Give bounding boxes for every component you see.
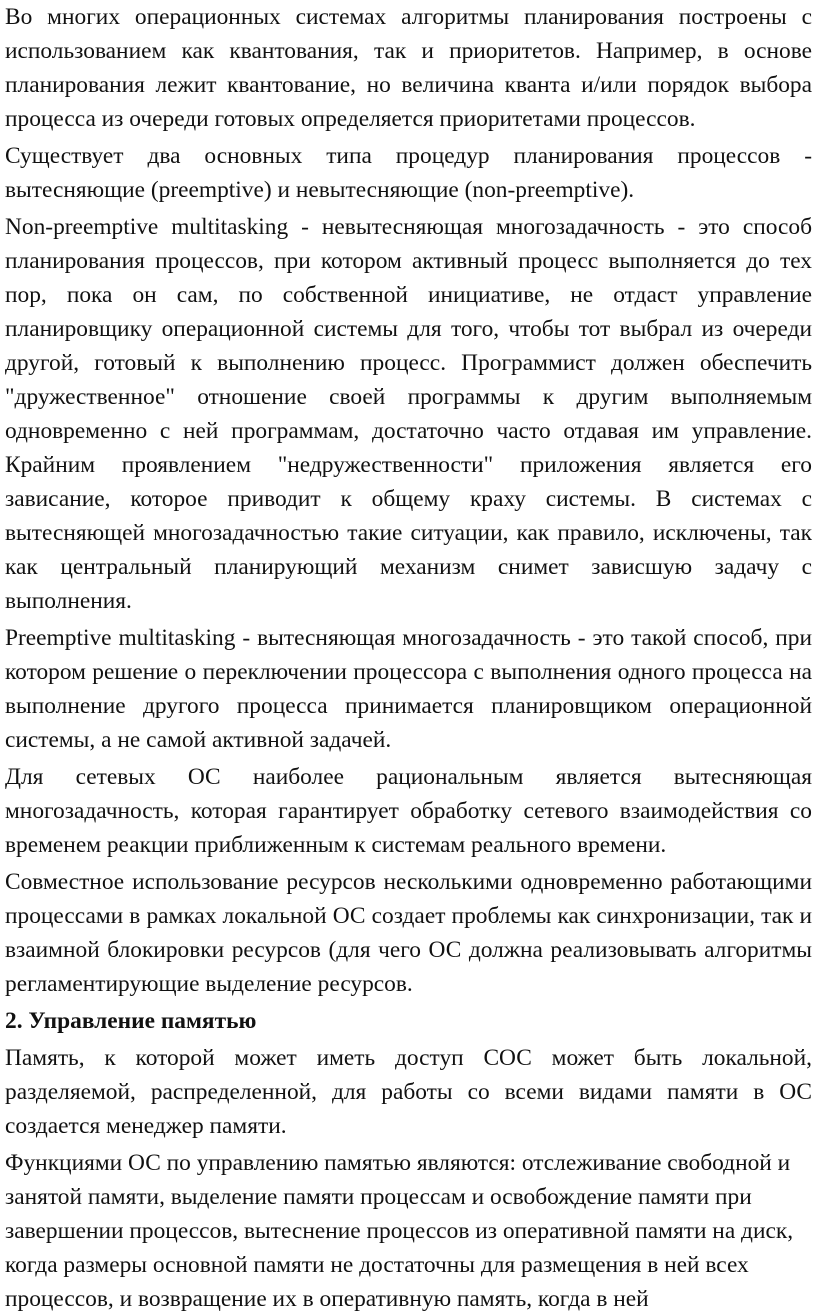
paragraph-non-preemptive: Non-preemptive multitasking - невытесняющая многозадачность - это способ планирования процессов, при котором активный процесс выполняется до тех пор, пока он сам, по собственной инициативе, не отдаст управление планировщику операционной системы для того, чтобы тот выбрал из очереди другой, готовый к выполнению процесс. Программист должен обеспечить "дружественное" отношение своей программы к другим выполняемым одновременно с ней программам, достаточно часто отдавая им управление. Крайним проявлением "недружественности" приложения является его зависание, которое приводит к общему краху системы. В системах с вытесняющей многозадачностью такие ситуации, как правило, исключены, так как центральный планирующий механизм снимет зависшую задачу с выполнения.	[5, 214, 812, 614]
paragraph-planning-intro: Во многих операционных системах алгоритмы планирования построены с использованием как квантования, так и приоритетов. Например, в основе планирования лежит квантование, но величина кванта и/или порядок выбора процесса из очереди готовых определяется приоритетами процессов.	[5, 4, 812, 132]
paragraph-shared-resources: Совместное использование ресурсов несколькими одновременно работающими процессами в рамках локальной ОС создает проблемы как синхронизации, так и взаимной блокировки ресурсов (для чего ОС должна реализовывать алгоритмы регламентирующие выделение ресурсов.	[5, 869, 812, 997]
section-heading-memory-management: 2. Управление памятью	[5, 1008, 257, 1034]
paragraph-scheduling-types: Существует два основных типа процедур планирования процессов - вытесняющие (preemptive) и невытесняющие (non-preemptive).	[5, 143, 812, 203]
paragraph-memory-types: Память, к которой может иметь доступ СОС может быть локальной, разделяемой, распределенной, для работы со всеми видами памяти в ОС создается менеджер памяти.	[5, 1045, 812, 1139]
paragraph-memory-functions: Функциями ОС по управлению памятью являются: отслеживание свободной и занятой памяти, выделение памяти процессам и освобождение памяти при завершении процессов, вытеснение процессов из оперативной памяти на диск, когда размеры основной памяти не достаточны для размещения в ней всех процессов, и возвращение их в оперативную память, когда в ней	[5, 1150, 794, 1312]
paragraph-preemptive: Preemptive multitasking - вытесняющая многозадачность - это такой способ, при котором решение о переключении процессора с выполнения одного процесса на выполнение другого процесса принимается планировщиком операционной системы, а не самой активной задачей.	[5, 625, 812, 753]
paragraph-network-os: Для сетевых ОС наиболее рациональным является вытесняющая многозадачность, которая гарантирует обработку сетевого взаимодействия со временем реакции приближенным к системам реального времени.	[5, 764, 812, 858]
